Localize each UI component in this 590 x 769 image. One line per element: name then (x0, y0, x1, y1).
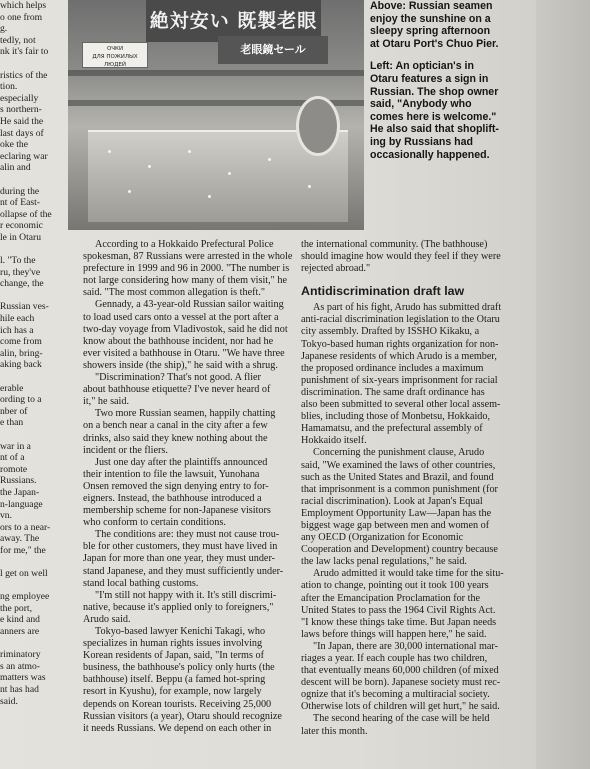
text-line: anti-racial discrimination legislation to the Otaru (301, 314, 500, 326)
fragment-line: riminatory (0, 649, 41, 661)
text-line: any OECD (Organization for Economic (301, 532, 464, 544)
fragment-line: ors to a near- (0, 521, 51, 533)
section-heading: Antidiscrimination draft law (301, 284, 465, 299)
russian-sign (82, 42, 148, 68)
fragment-line: alin, bring- (0, 347, 43, 359)
text-line: know about the bathhouse incident, nor had he (83, 335, 274, 347)
fragment-line: nt of a (0, 452, 25, 464)
text-line: their intention to file the lawsuit, Yunohana (83, 468, 260, 480)
text-line: bathhouse) itself. Beppu (a famed hot-spring (83, 674, 266, 686)
caption-line: said, "Anybody who (370, 98, 472, 111)
fragment-line: ording to a (0, 394, 42, 406)
fragment-line: s an atmo- (0, 660, 40, 672)
fragment-line: ristics of the (0, 69, 48, 81)
text-line: ognize that it's becoming a multiracial society. (301, 689, 490, 701)
fragment-line: l get on well (0, 568, 48, 580)
text-line: prefecture in 1999 and 96 in 2000. "The number is (83, 263, 290, 275)
page-edge (536, 0, 590, 769)
photo-captions (370, 0, 520, 171)
text-line: such as the United States and Brazil, and found (301, 471, 494, 483)
text-line: eigners. Instead, the bathhouse introduced a (83, 492, 262, 504)
fragment-line (0, 557, 64, 569)
text-line: spokesman, 87 Russians were arrested in the whole (83, 251, 293, 263)
text-line: business, the bathhouse's policy only hurts (the (83, 662, 275, 674)
text-line: Employment Opportunity Law—Japan has the (301, 507, 492, 519)
text-line: that eventually means 60,000 children (of mixed (301, 665, 499, 677)
caption-line: He also said that shoplift- (370, 123, 499, 136)
show-through-text (538, 150, 588, 210)
text-line: descent will be born). Japanese society must rec- (301, 677, 501, 689)
caption-line: Russian. The shop owner (370, 85, 499, 98)
glasses-glint (228, 172, 231, 175)
glasses-glint (268, 158, 271, 161)
text-line: Just one day after the plaintiffs announced (95, 456, 268, 468)
fragment-line: oke the (0, 139, 28, 151)
text-line: "Discrimination? That's not good. A flier (95, 372, 261, 384)
fragment-line: romote (0, 463, 28, 475)
text-line: Otherwise lots of children will get hurt," he said. (301, 701, 500, 713)
fragment-line: l. "To the (0, 255, 36, 267)
text-line: not large considering how many of them visit," he (83, 275, 288, 287)
fragment-line: come from (0, 336, 42, 348)
fragment-line (0, 638, 64, 650)
fragment-line: matters was (0, 672, 46, 684)
text-line: ble for other customers, they must have lived in (83, 541, 278, 553)
fragment-line: eclaring war (0, 150, 48, 162)
article-column-1 (83, 239, 297, 735)
russian-sign-line: ОЧКИ (106, 46, 124, 52)
fragment-line (0, 580, 64, 592)
fragment-line: ich has a (0, 324, 34, 336)
fragment-line: le in Otaru (0, 231, 42, 243)
text-line: riages a year. If each couple has two children, (301, 653, 488, 664)
fragment-line (0, 174, 64, 186)
text-line: laws before things will happen here," he said. (301, 628, 487, 640)
text-line: Tokyo-based human rights organization for non- (301, 338, 499, 350)
fragment-line: r economic (0, 220, 43, 232)
text-line: Two more Russian seamen, happily chatting (95, 408, 276, 420)
text-line: biggest wage gap between men and women of (301, 519, 490, 531)
caption-line: comes here is welcome." (370, 110, 497, 123)
glasses-glint (148, 165, 151, 168)
text-line: depends on Korean tourists. Receiving 25,000 (83, 698, 272, 710)
fragment-line: said. (0, 695, 18, 707)
text-line: later this month. (301, 725, 368, 737)
article-column-2 (301, 239, 523, 738)
fragment-line: ng employee (0, 591, 50, 603)
fragment-line: tion. (0, 81, 18, 93)
text-line: Onsen removed the sign denying entry to for- (83, 480, 269, 492)
fragment-line: which helps (0, 0, 47, 11)
fragment-line: Russian ves- (0, 301, 49, 313)
mirror (296, 96, 340, 156)
text-line: the international community. (The bathhouse) (301, 239, 488, 250)
text-line: Arudo said. (83, 613, 131, 625)
column-2-body (301, 302, 523, 737)
fragment-line: nt has had (0, 684, 39, 696)
text-line: "In Japan, there are 30,000 international mar- (313, 640, 498, 652)
text-line: membership scheme for non-Japanese visitors (83, 505, 271, 517)
fragment-line: tedly, not (0, 34, 36, 46)
text-line: city assembly. Drafted by ISSHO Kikaku, a (301, 326, 480, 338)
fragment-line (0, 429, 64, 441)
text-line: Arudo admitted it would take time for the situ- (313, 568, 504, 580)
text-line: after the Emancipation Proclamation for the (301, 592, 481, 604)
text-line: Tokyo-based lawyer Kenichi Takagi, who (95, 626, 266, 637)
russian-sign-line: ЛЮДЕЙ (104, 62, 126, 68)
text-line: on a bench near a canal in the city after a few (83, 420, 268, 432)
text-line: Gennady, a 43-year-old Russian sailor waiting (95, 299, 284, 311)
text-line: racial discrimination). Look at Japan's Equal (301, 495, 483, 507)
fragment-line: especially (0, 92, 39, 104)
japanese-red-sign: 老眼鏡セール (218, 36, 328, 64)
text-line: Concerning the punishment clause, Arudo (313, 447, 485, 459)
text-line: Korean residents of Japan, said, "In terms of (83, 650, 264, 662)
fragment-line: ollapse of the (0, 208, 52, 220)
text-line: stand Japanese, and they must sufficiently under- (83, 565, 284, 577)
fragment-line: s northern- (0, 104, 42, 116)
fragment-line: g. (0, 23, 8, 35)
previous-column-fragment (0, 0, 64, 769)
text-line: Japan for more than one year, they must under- (83, 553, 276, 565)
text-line: Hamamatsu, and the prefectural assembly of (301, 423, 483, 435)
fragment-line (0, 243, 64, 255)
fragment-line: nber of (0, 405, 28, 417)
fragment-line: He said the (0, 115, 44, 127)
text-line: also been submitted to several other local assem- (301, 399, 501, 411)
fragment-line: Russians. (0, 475, 37, 487)
text-line: As part of his fight, Arudo has submitted draft (313, 302, 502, 314)
glasses-glint (128, 190, 131, 193)
fragment-line: n-language (0, 498, 43, 510)
glasses-glint (208, 195, 211, 198)
caption-line: occasionally happened. (370, 148, 490, 161)
text-line: rejected abroad." (301, 263, 371, 275)
text-line: Hokkaido itself. (301, 435, 367, 447)
text-line: "I know these things take time. But Japan needs (301, 616, 497, 628)
text-line: showers inside (the ship)," he said with a shrug. (83, 359, 278, 371)
text-line: about bathhouse etiquette? I've never heard of (83, 384, 271, 396)
text-line: United States to pass the 1964 Civil Rights Act. (301, 604, 496, 616)
text-line: incident or the fliers. (83, 444, 168, 456)
japanese-sale-banner: 絶対安い 既製老眼 (146, 0, 321, 42)
caption-line: at Otaru Port's Chuo Pier. (370, 37, 499, 50)
text-line: it," he said. (83, 396, 130, 408)
text-line: ation to change, pointing out it took 100 years (301, 580, 489, 592)
text-line: the proposed ordinance includes a maximum (301, 362, 484, 374)
fragment-line (0, 290, 64, 302)
text-line: Japanese residents of which Arudo is a member, (301, 350, 497, 362)
text-line: two-day voyage from Vladivostok, said he did not (83, 323, 288, 335)
fragment-line (0, 371, 64, 383)
text-line: blies, including those of Monbetsu, Hokkaido, (301, 411, 491, 423)
text-line: Cooperation and Development) country because (301, 544, 498, 556)
fragment-line: o one from (0, 11, 43, 23)
fragment-line: anners are (0, 626, 40, 638)
optician-shop-photo (68, 0, 364, 230)
shelf (68, 70, 364, 76)
caption-line: Otaru features a sign in (370, 72, 489, 85)
text-line: Russian visitors (a year), Otaru should recognize (83, 710, 282, 722)
fragment-line: e kind and (0, 614, 40, 626)
fragment-line: during the (0, 185, 40, 197)
caption-line: ing by Russians had (370, 135, 474, 148)
fragment-line: vn. (0, 510, 12, 522)
caption-line: Above: Russian seamen (370, 0, 493, 12)
caption-line: sleepy spring afternoon (370, 25, 491, 38)
caption-line: Left: An optician's in (370, 60, 474, 73)
text-line: stand local bathing customs. (83, 577, 199, 589)
text-line: who conform to certain conditions. (83, 517, 226, 529)
text-line: native, because it's applied only to foreigners," (83, 601, 274, 613)
fragment-line (0, 58, 64, 70)
fragment-line: erable (0, 382, 24, 394)
fragment-line: for me," the (0, 544, 46, 556)
text-line: "I'm still not happy with it. It's still discrimi- (95, 589, 277, 601)
text-line: resort in Kyushu), for example, now largely (83, 686, 262, 698)
text-line: specializes in human rights issues involving (83, 638, 263, 650)
russian-sign-line: ДЛЯ ПОЖИЛЫХ (92, 54, 138, 60)
text-line: drinks, also said they knew nothing about the (83, 432, 268, 444)
fragment-line: nt of East- (0, 197, 40, 209)
fragment-line: ru, they've (0, 266, 41, 278)
fragment-line: war in a (0, 440, 31, 452)
text-line: The second hearing of the case will be held (313, 713, 490, 725)
fragment-line: last days of (0, 127, 44, 139)
column-2-intro (301, 239, 523, 275)
glasses-glint (108, 150, 111, 153)
fragment-line: alin and (0, 162, 31, 174)
fragment-line: the Japan- (0, 486, 40, 498)
fragment-line: change, the (0, 278, 44, 290)
glasses-glint (308, 185, 311, 188)
text-line: ever visited a bathhouse in Otaru. "We have three (83, 347, 285, 359)
fragment-line: hile each (0, 313, 35, 325)
fragment-line: away. The (0, 533, 40, 545)
text-line: discrimination. The same draft ordinance has (301, 386, 485, 398)
text-line: punishment of six-years imprisonment for racial (301, 374, 498, 386)
caption-above (370, 0, 520, 50)
caption-line: enjoy the sunshine on a (370, 12, 491, 25)
fragment-line: nk it's fair to (0, 46, 49, 58)
text-line: that imprisonment is a common punishment (for (301, 483, 498, 495)
caption-left (370, 60, 520, 161)
text-line: said, "We examined the laws of other countries, (301, 459, 496, 471)
text-line: said. "The most common allegation is theft." (83, 287, 266, 299)
text-line: to load used cars onto a vessel at the port after a (83, 311, 279, 323)
fragment-line: aking back (0, 359, 42, 371)
fragment-line: the port, (0, 602, 32, 614)
text-line: The conditions are: they must not cause trou- (95, 529, 280, 541)
fragment-line: e than (0, 417, 24, 429)
glasses-glint (188, 150, 191, 153)
text-line: the law lacks penal regulations," he said. (301, 556, 467, 568)
text-line: According to a Hokkaido Prefectural Police (95, 239, 274, 250)
text-line: should imagine how would they feel if they were (301, 251, 501, 263)
text-line: it needs Russians. We depend on each other in (83, 722, 272, 734)
